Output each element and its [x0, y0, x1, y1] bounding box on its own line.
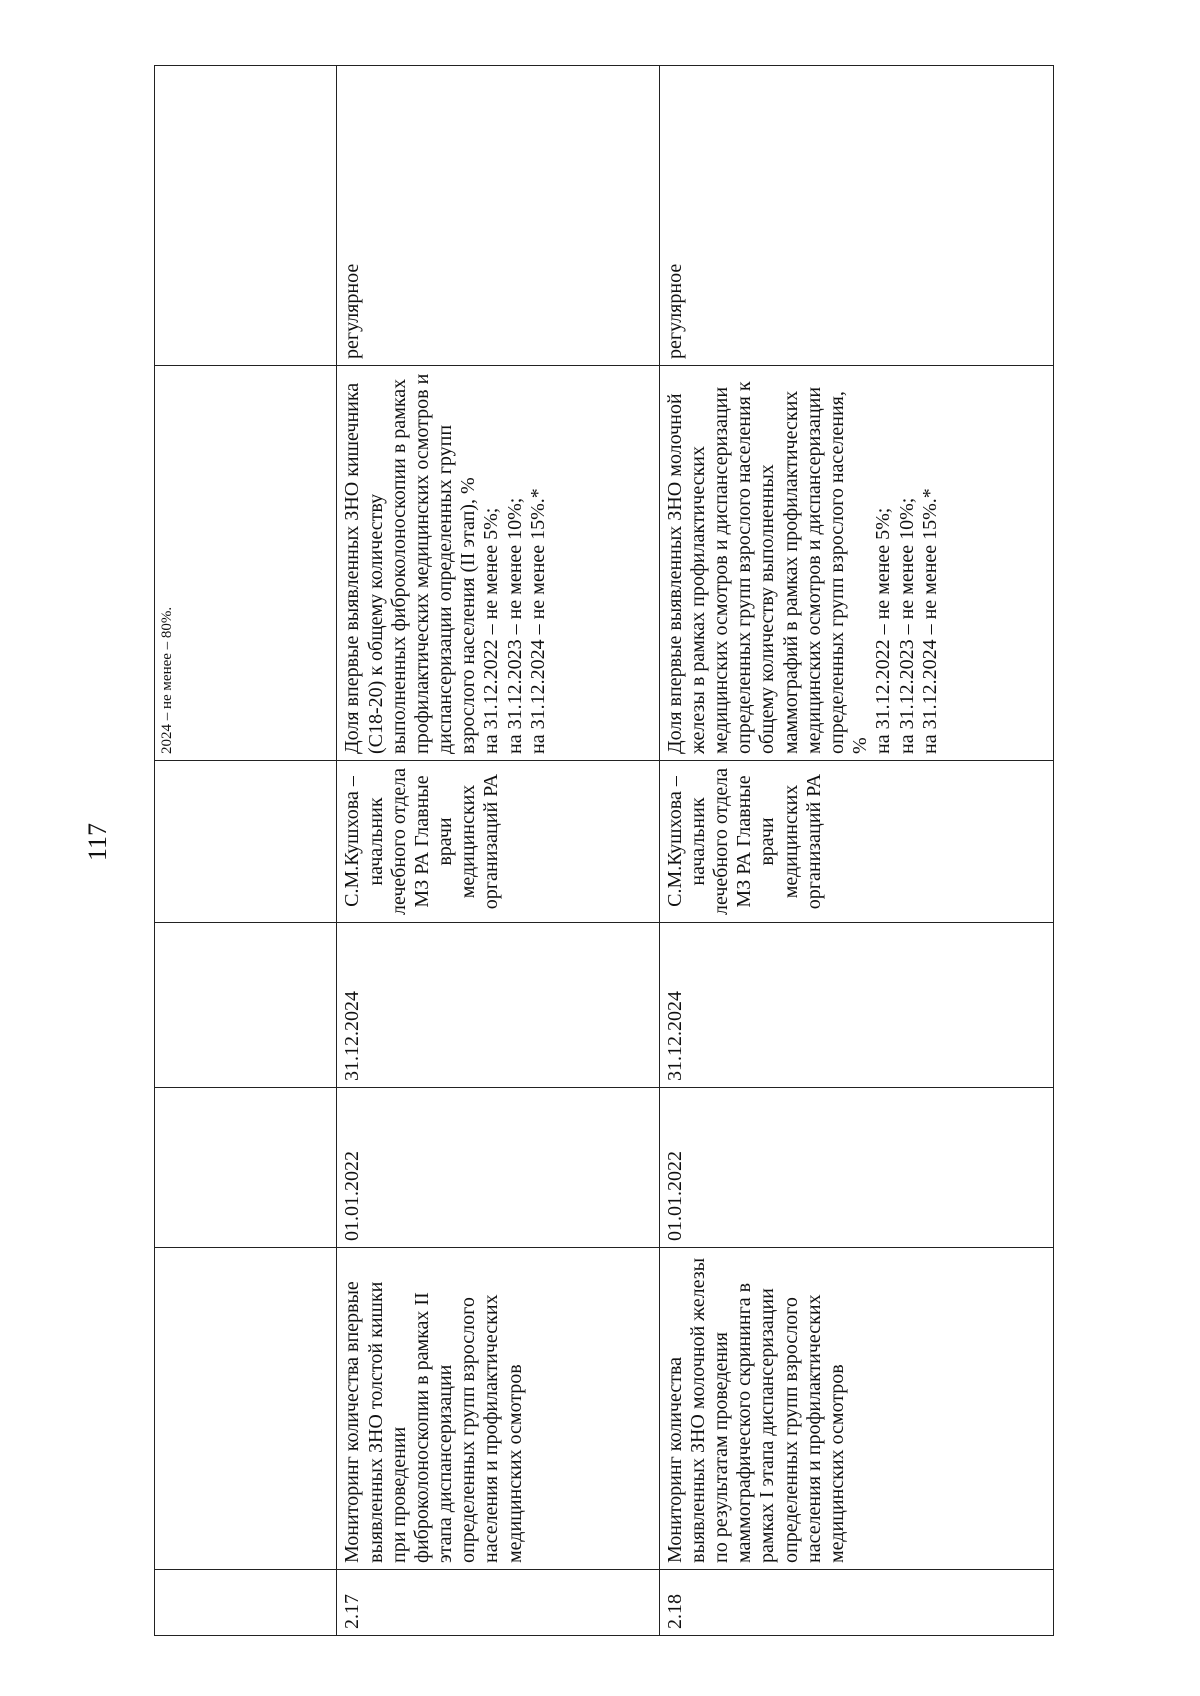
event-description: Мониторинг количества выявленных ЗНО молочной железы по результатам проведения маммографического скрининга в рамках I этапа диспансеризации определенных групп взрослого населения и профилактических медицинских осмотров: [659, 1248, 1053, 1570]
indicator-description: [337, 366, 659, 761]
page-number: [84, 816, 112, 868]
frequency: регулярное: [659, 66, 1053, 366]
cell-indicator: [155, 366, 337, 761]
responsible-persons: С.М.Кушхова – начальник лечебного отдела МЗ РА Главные врачи медицинских организаций РА: [659, 761, 1053, 923]
row-number: 2.18: [659, 1570, 1053, 1636]
indicator-tail: 2024 – не менее – 80%.: [159, 606, 175, 754]
row-number: 2.17: [337, 1570, 659, 1636]
table-row-continuation: [155, 66, 337, 1636]
start-date: 01.01.2022: [659, 1088, 1053, 1248]
start-date: 01.01.2022: [337, 1088, 659, 1248]
target-2022: на 31.12.2022 – не менее 5%;: [480, 507, 503, 754]
cell-event: [155, 1248, 337, 1570]
indicator-text: Доля впервые выявленных ЗНО кишечника (С18-20) к общему количеству выполненных фиброколоноскопии в рамках профилактических медицинских осмотров и диспансеризации определенных групп взрослого населения (II этап), %: [341, 373, 480, 754]
target-2023: на 31.12.2023 – не менее 10%;: [895, 497, 918, 754]
indicator-text: Доля впервые выявленных ЗНО молочной железы в рамках профилактических медицинских осмотров и диспансеризации определенных групп взрослого населения к общему количеству выполненных маммографий в рамках профилактических медицинских осмотров и диспансеризации определенных групп взрослого населения, %: [663, 381, 872, 754]
cell-end: [155, 923, 337, 1088]
event-description: Мониторинг количества впервые выявленных ЗНО толстой кишки при проведении фиброколоноскопии в рамках II этапа диспансеризации определенных групп взрослого населения и профилактических медицинских осмотров: [337, 1248, 659, 1570]
cell-start: [155, 1088, 337, 1248]
responsible-persons: С.М.Кушхова – начальник лечебного отдела МЗ РА Главные врачи медицинских организаций РА: [337, 761, 659, 923]
end-date: 31.12.2024: [659, 923, 1053, 1088]
plan-table: [154, 65, 1054, 1636]
end-date: 31.12.2024: [337, 923, 659, 1088]
cell-num: [155, 1570, 337, 1636]
cell-frequency: [155, 66, 337, 366]
target-2022: на 31.12.2022 – не менее 5%;: [872, 507, 895, 754]
target-2024: на 31.12.2024 – не менее 15%.*: [918, 488, 941, 754]
table-row: [659, 66, 1053, 1636]
page-number-text: 117: [83, 822, 112, 862]
table-row: [337, 66, 659, 1636]
target-2023: на 31.12.2023 – не менее 10%;: [503, 497, 526, 754]
frequency: регулярное: [337, 66, 659, 366]
indicator-description: [659, 366, 1053, 761]
target-2024: на 31.12.2024 – не менее 15%.*: [526, 488, 549, 754]
cell-responsible: [155, 761, 337, 923]
